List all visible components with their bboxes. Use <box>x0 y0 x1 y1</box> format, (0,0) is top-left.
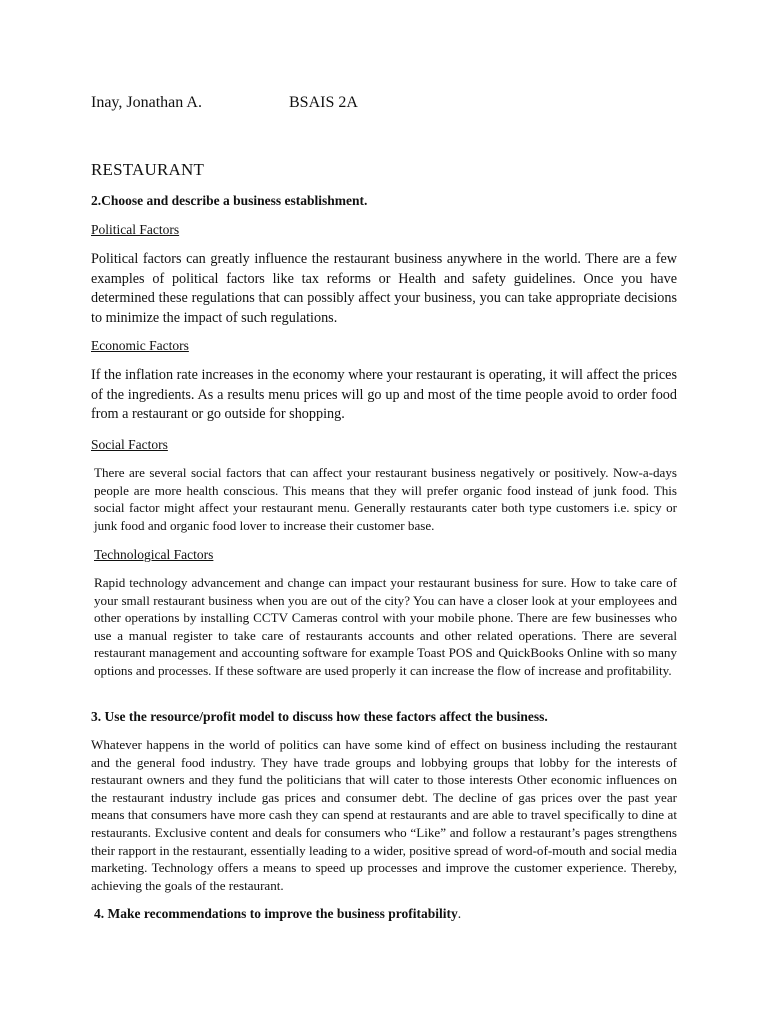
document-title: RESTAURANT <box>91 160 205 179</box>
social-factors-paragraph: There are several social factors that can affect your restaurant business negatively or positively. Now-a-days people are more health conscious. This means that they will prefer organic food instead of junk food. This social factor might affect your restaurant menu. Generally restaurants cater both type customers i.e. spicy or junk food and organic food lover to increase their customer base. <box>94 465 677 533</box>
question-2-heading: 2.Choose and describe a business establishment. <box>91 193 368 208</box>
political-factors-heading: Political Factors <box>91 222 180 237</box>
question-4-heading <box>94 906 461 922</box>
social-factors-heading: Social Factors <box>91 437 168 452</box>
resource-profit-paragraph: Whatever happens in the world of politics can have some kind of effect on business including the restaurant and the general food industry. They have trade groups and lobbying groups that lobby for the interests of restaurant owners and they fund the politicians that will cater to those interests Other economic influences on the restaurant industry include gas prices and consumer debt. The decline of gas prices over the past year means that consumers have more cash they can spend at restaurants and are able to travel specifically to dine at restaurants. Exclusive content and deals for consumers who “Like” and follow a restaurant’s pages strengthens their rapport in the restaurant, essentially leading to a wider, positive spread of word-of-mouth and social media marketing. Technology offers a means to speed up processes and improve the customer experience. Thereby, achieving the goals of the restaurant. <box>91 737 677 893</box>
technological-factors-heading: Technological Factors <box>94 547 214 562</box>
question-4-text: 4. Make recommendations to improve the business profitability <box>94 906 458 921</box>
question-3-heading: 3. Use the resource/profit model to discuss how these factors affect the business. <box>91 709 548 724</box>
economic-factors-heading: Economic Factors <box>91 338 189 353</box>
political-factors-paragraph: Political factors can greatly influence the restaurant business anywhere in the world. There are a few examples of political factors like tax reforms or Health and safety guidelines. Once you have determined these regulations that can possibly affect your business, you can take appropriate decisions to minimize the impact of such regulations. <box>91 251 677 326</box>
economic-factors-paragraph: If the inflation rate increases in the economy where your restaurant is operating, it will affect the prices of the ingredients. As a results menu prices will go up and most of the time people avoid to order food from a restaurant or go outside for shopping. <box>91 367 677 422</box>
student-name: Inay, Jonathan A. <box>91 94 202 111</box>
technological-factors-paragraph: Rapid technology advancement and change can impact your restaurant business for sure. How to take care of your small restaurant business when you are out of the city? You can have a closer look at your employees and other operations by installing CCTV Cameras control with your mobile phone. There are few businesses who use a manual register to take care of restaurants accounts and other related operations. There are several restaurant management and accounting software for example Toast POS and QuickBooks Online with so many options and processes. If these software are used properly it can increase the flow of increase and profitability. <box>94 575 677 678</box>
course-section: BSAIS 2A <box>289 94 358 111</box>
question-4-period: . <box>457 906 462 921</box>
